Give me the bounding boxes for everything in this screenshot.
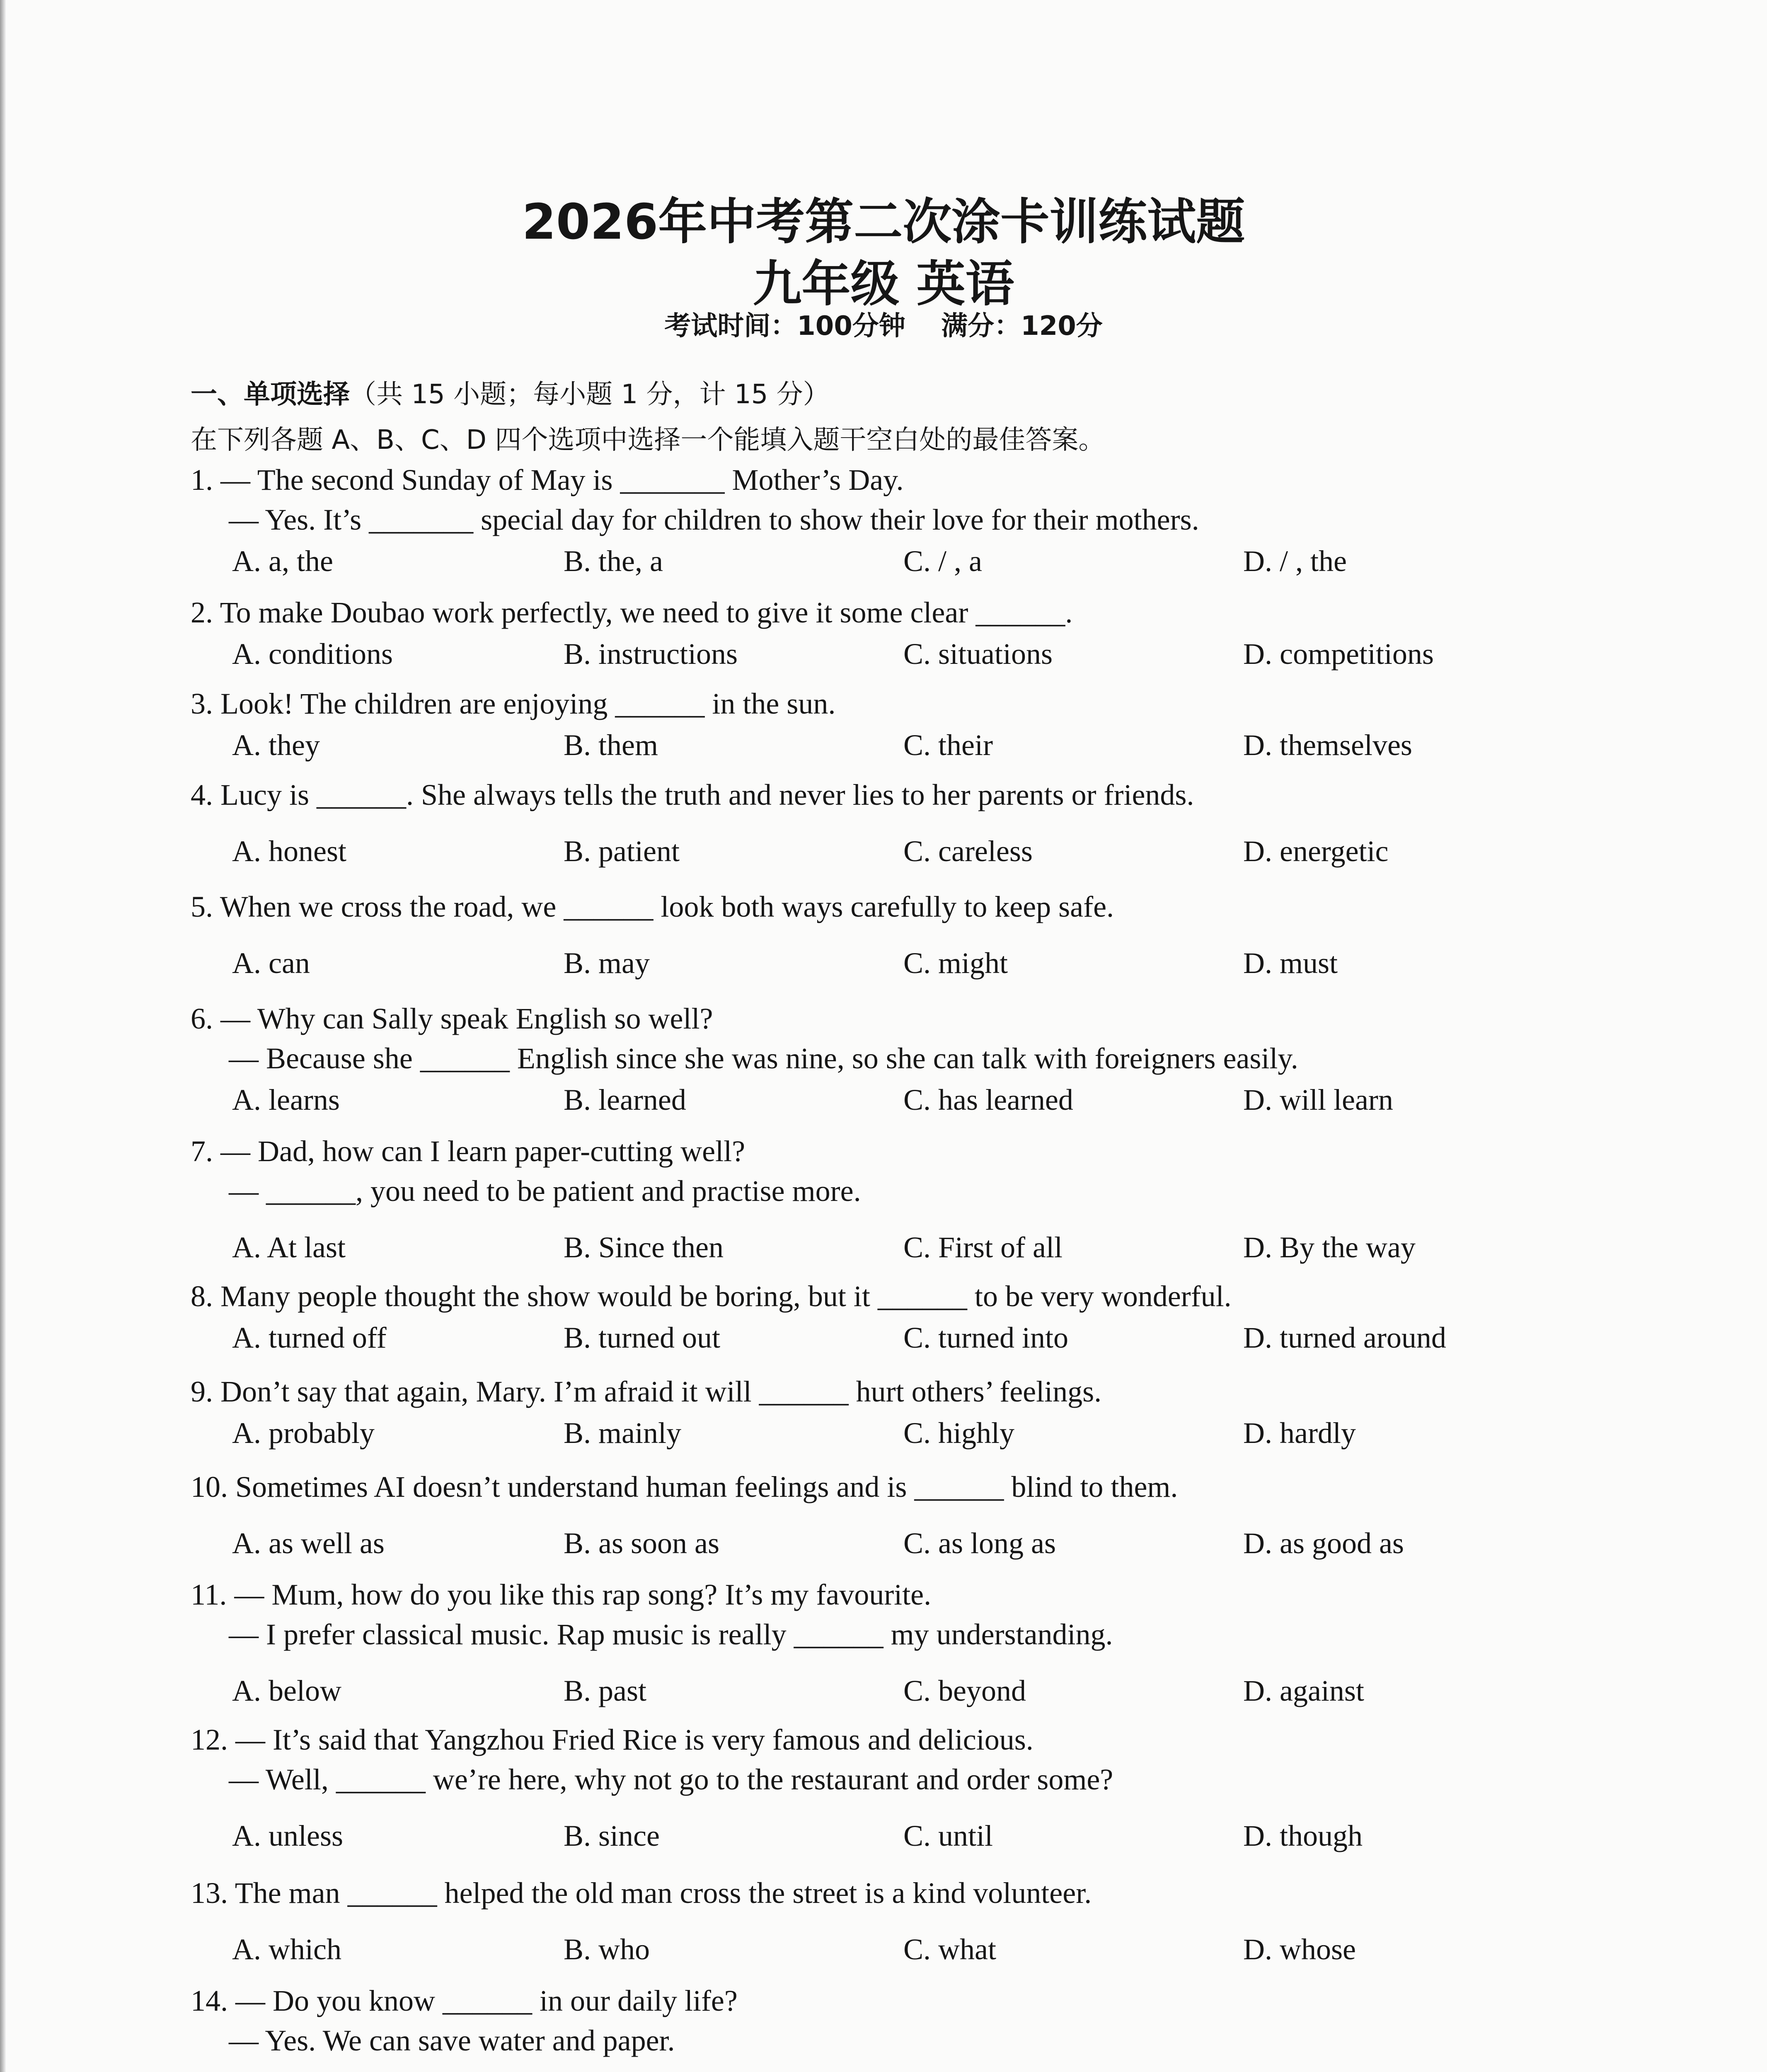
- question-stem: 6. — Why can Sally speak English so well?: [191, 1002, 713, 1035]
- option-a[interactable]: A. can: [232, 946, 310, 980]
- question-4: [191, 775, 1525, 871]
- option-a[interactable]: A. they: [232, 729, 320, 762]
- option-c[interactable]: C. situations: [903, 637, 1053, 670]
- option-d[interactable]: D. though: [1243, 1819, 1363, 1852]
- option-d[interactable]: D. must: [1243, 946, 1338, 980]
- question-stem: 4. Lucy is ______. She always tells the truth and never lies to her parents or friends.: [191, 778, 1194, 811]
- option-a[interactable]: A. as well as: [232, 1527, 385, 1560]
- option-b[interactable]: B. Since then: [564, 1231, 724, 1264]
- option-row: [191, 831, 1525, 871]
- option-a[interactable]: A. unless: [232, 1819, 343, 1852]
- option-row: [191, 1080, 1525, 1120]
- question-stem: 12. — It’s said that Yangzhou Fried Rice is very famous and delicious.: [191, 1723, 1034, 1756]
- question-11: [191, 1575, 1525, 1711]
- exam-time: 考试时间：100分钟: [664, 311, 905, 341]
- section-heading: [191, 373, 830, 411]
- option-row: [191, 541, 1525, 581]
- option-d[interactable]: D. competitions: [1243, 637, 1434, 670]
- section-instruction: 在下列各题 A、B、C、D 四个选项中选择一个能填入题干空白处的最佳答案。: [191, 425, 1105, 455]
- option-d[interactable]: D. energetic: [1243, 835, 1389, 868]
- option-a[interactable]: A. which: [232, 1933, 341, 1966]
- option-c[interactable]: C. what: [903, 1933, 996, 1966]
- option-b[interactable]: B. instructions: [564, 637, 738, 670]
- option-row: [191, 1413, 1525, 1453]
- option-c[interactable]: C. until: [903, 1819, 993, 1852]
- option-c[interactable]: C. / , a: [903, 545, 982, 578]
- option-b[interactable]: B. learned: [564, 1083, 686, 1116]
- question-5: [191, 887, 1525, 983]
- section-note: （共 15 小题；每小题 1 分，计 15 分）: [350, 379, 830, 410]
- option-c[interactable]: C. beyond: [903, 1674, 1026, 1707]
- exam-title: 2026年中考第二次涂卡训练试题: [522, 193, 1245, 250]
- option-row: [191, 1227, 1525, 1267]
- option-row: [191, 1929, 1525, 1969]
- question-6: [191, 999, 1525, 1120]
- option-d[interactable]: D. as good as: [1243, 1527, 1404, 1560]
- exam-meta: [0, 305, 1767, 343]
- option-row: [191, 1523, 1525, 1563]
- option-d[interactable]: D. By the way: [1243, 1231, 1416, 1264]
- question-stem: — I prefer classical music. Rap music is really ______ my understanding.: [229, 1618, 1113, 1651]
- question-stem: — Because she ______ English since she was nine, so she can talk with foreigners easily.: [229, 1042, 1298, 1075]
- option-a[interactable]: A. probably: [232, 1416, 375, 1450]
- option-c[interactable]: C. might: [903, 946, 1008, 980]
- question-stem: — Well, ______ we’re here, why not go to the restaurant and order some?: [229, 1763, 1113, 1796]
- question-1: [191, 460, 1525, 581]
- option-row: [191, 943, 1525, 983]
- option-c[interactable]: C. turned into: [903, 1321, 1068, 1354]
- option-b[interactable]: B. the, a: [564, 545, 663, 578]
- question-9: [191, 1372, 1525, 1453]
- option-b[interactable]: B. past: [564, 1674, 647, 1707]
- question-10: [191, 1467, 1525, 1563]
- question-stem: — Yes. It’s _______ special day for children to show their love for their mothers.: [229, 503, 1199, 536]
- question-stem: 8. Many people thought the show would be boring, but it ______ to be very wonderful.: [191, 1280, 1232, 1313]
- option-row: [191, 1816, 1525, 1856]
- section-title: 一、单项选择: [191, 379, 350, 410]
- question-stem: 14. — Do you know ______ in our daily life?: [191, 1984, 738, 2017]
- option-row: [191, 725, 1525, 765]
- option-c[interactable]: C. highly: [903, 1416, 1015, 1450]
- question-7: [191, 1131, 1525, 1267]
- question-8: [191, 1276, 1525, 1358]
- question-12: [191, 1720, 1525, 1856]
- question-stem: 3. Look! The children are enjoying ______ in the sun.: [191, 687, 836, 720]
- option-a[interactable]: A. below: [232, 1674, 341, 1707]
- question-stem: 7. — Dad, how can I learn paper-cutting well?: [191, 1135, 746, 1168]
- question-stem: — Yes. We can save water and paper.: [229, 2024, 675, 2057]
- option-d[interactable]: D. themselves: [1243, 729, 1412, 762]
- option-b[interactable]: B. since: [564, 1819, 660, 1852]
- option-d[interactable]: D. / , the: [1243, 545, 1347, 578]
- option-a[interactable]: A. conditions: [232, 637, 393, 670]
- exam-score: 满分：120分: [941, 311, 1103, 341]
- option-c[interactable]: C. their: [903, 729, 993, 762]
- question-stem: — ______, you need to be patient and practise more.: [229, 1174, 861, 1208]
- option-b[interactable]: B. mainly: [564, 1416, 681, 1450]
- question-2: [191, 593, 1525, 674]
- option-a[interactable]: A. turned off: [232, 1321, 387, 1354]
- option-d[interactable]: D. against: [1243, 1674, 1364, 1707]
- option-c[interactable]: C. as long as: [903, 1527, 1056, 1560]
- question-stem: 5. When we cross the road, we ______ look both ways carefully to keep safe.: [191, 890, 1114, 923]
- question-stem: 10. Sometimes AI doesn’t understand human feelings and is ______ blind to them.: [191, 1470, 1178, 1503]
- option-c[interactable]: C. careless: [903, 835, 1033, 868]
- question-13: [191, 1873, 1525, 1969]
- question-3: [191, 684, 1525, 765]
- option-c[interactable]: C. has learned: [903, 1083, 1073, 1116]
- question-stem: 2. To make Doubao work perfectly, we need to give it some clear ______.: [191, 596, 1073, 629]
- option-row: [191, 1671, 1525, 1711]
- option-d[interactable]: D. whose: [1243, 1933, 1356, 1966]
- option-d[interactable]: D. hardly: [1243, 1416, 1356, 1450]
- option-b[interactable]: B. patient: [564, 835, 680, 868]
- option-b[interactable]: B. them: [564, 729, 658, 762]
- option-row: [191, 1318, 1525, 1358]
- option-a[interactable]: A. At last: [232, 1231, 346, 1264]
- option-b[interactable]: B. may: [564, 946, 650, 980]
- question-stem: 9. Don’t say that again, Mary. I’m afraid it will ______ hurt others’ feelings.: [191, 1375, 1102, 1408]
- option-c[interactable]: C. First of all: [903, 1231, 1063, 1264]
- exam-subtitle: 九年级 英语: [753, 255, 1014, 312]
- option-b[interactable]: B. who: [564, 1933, 650, 1966]
- option-d[interactable]: D. will learn: [1243, 1083, 1393, 1116]
- option-b[interactable]: B. turned out: [564, 1321, 720, 1354]
- option-d[interactable]: D. turned around: [1243, 1321, 1446, 1354]
- option-a[interactable]: A. learns: [232, 1083, 340, 1116]
- option-a[interactable]: A. a, the: [232, 545, 333, 578]
- option-b[interactable]: B. as soon as: [564, 1527, 719, 1560]
- question-14: [191, 1981, 1525, 2072]
- question-stem: 11. — Mum, how do you like this rap song? It’s my favourite.: [191, 1578, 932, 1611]
- question-stem: 13. The man ______ helped the old man cross the street is a kind volunteer.: [191, 1876, 1092, 1910]
- question-stem: 1. — The second Sunday of May is _______ Mother’s Day.: [191, 463, 904, 496]
- option-a[interactable]: A. honest: [232, 835, 346, 868]
- option-row: [191, 634, 1525, 674]
